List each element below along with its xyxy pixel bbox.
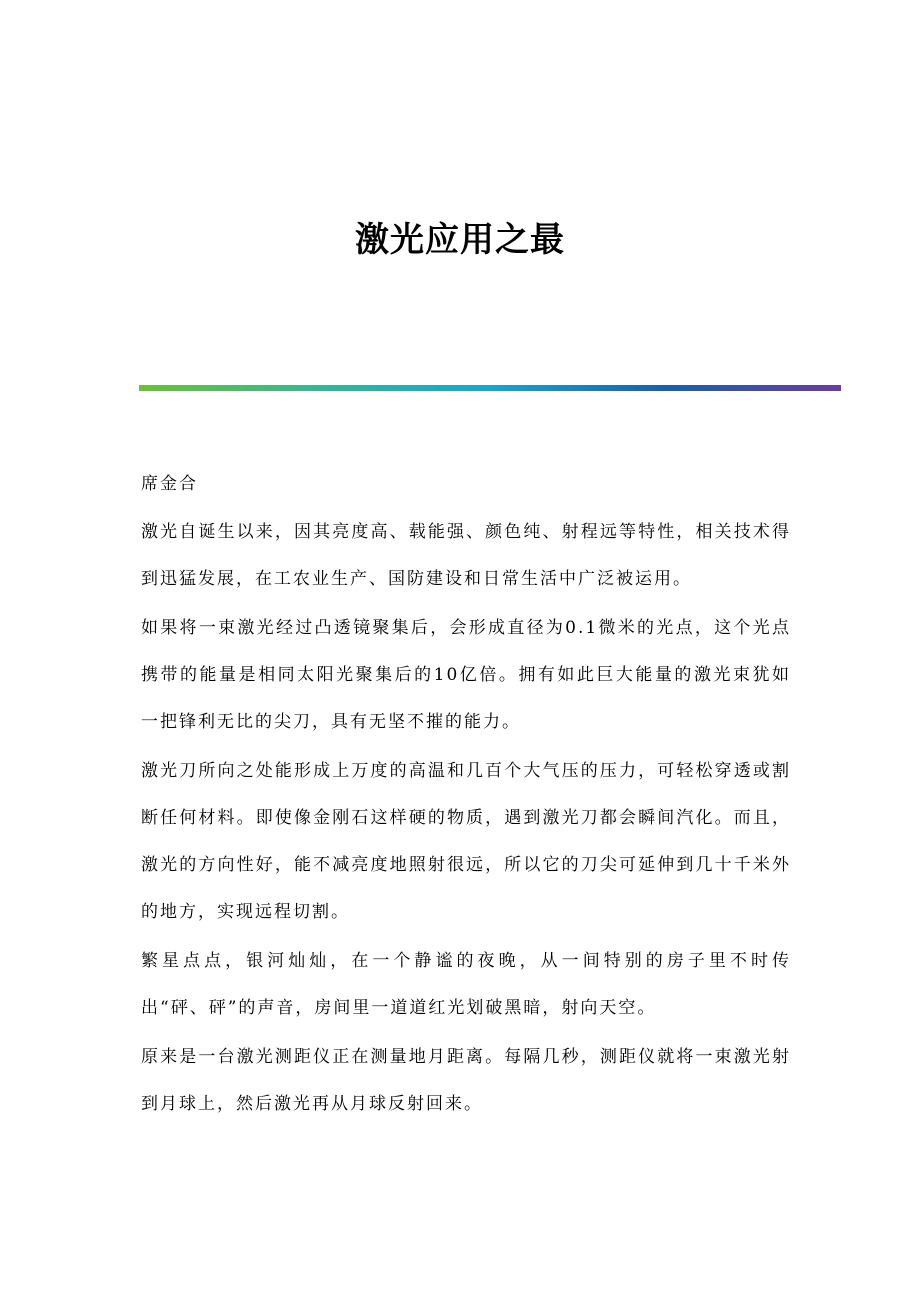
page-title: 激光应用之最 [355, 220, 565, 260]
article-body [141, 463, 791, 1130]
gradient-divider [139, 385, 841, 391]
paragraph-5: 原来是一台激光测距仪正在测量地月距离。每隔几秒，测距仪就将一束激光射到月球上，然后激光再从月球反射回来。 [141, 1047, 791, 1114]
author-name: 席金合 [141, 474, 198, 494]
paragraph-4: 繁星点点，银河灿灿，在一个静谧的夜晚，从一间特别的房子里不时传出“砰、砰”的声音，房间里一道道红光划破黑暗，射向天空。 [141, 951, 791, 1018]
paragraph-3: 激光刀所向之处能形成上万度的高温和几百个大气压的压力，可轻松穿透或割断任何材料。即使像金刚石这样硬的物质，遇到激光刀都会瞬间汽化。而且，激光的方向性好，能不减亮度地照射很远，所以它的刀尖可延伸到几十千米外的地方，实现远程切割。 [141, 761, 791, 922]
paragraph-2: 如果将一束激光经过凸透镜聚集后，会形成直径为0.1微米的光点，这个光点携带的能量是相同太阳光聚集后的10亿倍。拥有如此巨大能量的激光束犹如一把锋利无比的尖刀，具有无坚不摧的能力。 [141, 618, 791, 732]
paragraph-1: 激光自诞生以来，因其亮度高、载能强、颜色纯、射程远等特性，相关技术得到迅猛发展，在工农业生产、国防建设和日常生活中广泛被运用。 [141, 522, 791, 589]
